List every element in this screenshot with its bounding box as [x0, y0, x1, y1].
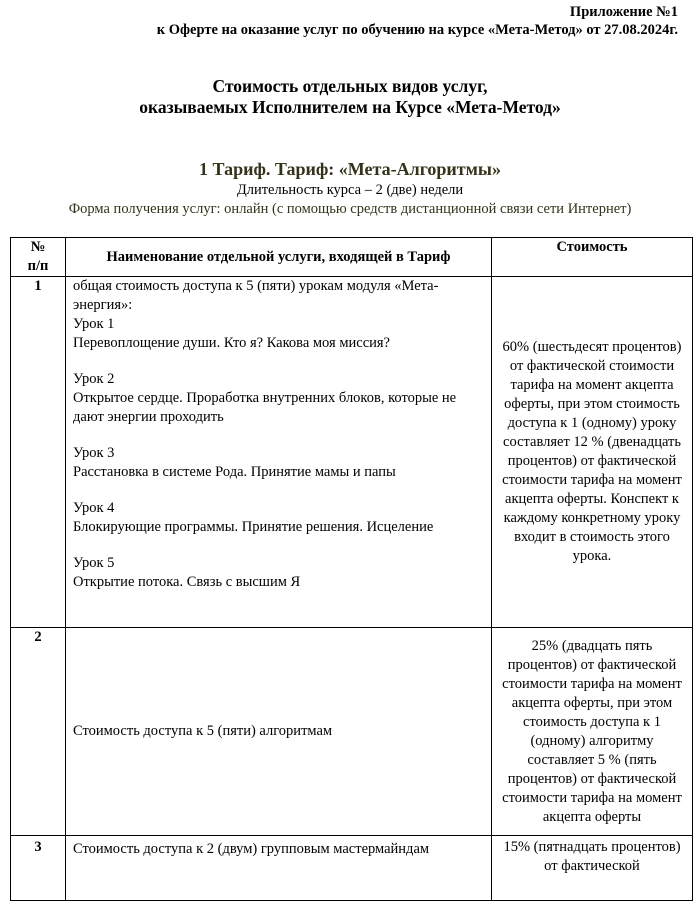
header-number: [11, 238, 66, 277]
lesson-item: [73, 370, 487, 427]
lesson-text: Открытие потока. Связь с высшим Я: [73, 574, 301, 590]
lesson-text: Перевоплощение души. Кто я? Какова моя миссия?: [73, 335, 390, 351]
row-intro: общая стоимость доступа к 5 (пяти) урокам модуля «Мета-энергия»:: [73, 278, 439, 313]
table-header-row: [11, 238, 693, 277]
row-description: Стоимость доступа к 2 (двум) групповым мастермайндам: [66, 836, 492, 901]
tariff-heading: 1 Тариф. Тариф: «Мета-Алгоритмы»: [199, 159, 501, 179]
table-row: [11, 277, 693, 628]
title-line-2: оказываемых Исполнителем на Курсе «Мета-Метод»: [139, 97, 561, 117]
lesson-item: [73, 444, 487, 482]
header-number-abbr: п/п: [27, 258, 49, 274]
title-line-1: Стоимость отдельных видов услуг,: [212, 76, 488, 96]
lesson-title: Урок 1: [73, 316, 115, 332]
lesson-title: Урок 3: [73, 445, 115, 461]
lesson-item: [73, 315, 487, 353]
row-price: 15% (пятнадцать процентов) от фактической: [492, 836, 693, 901]
lesson-text: Блокирующие программы. Принятие решения. Исцеление: [73, 519, 434, 535]
appendix-header: [157, 3, 678, 39]
row-number: 3: [11, 836, 66, 901]
appendix-reference: к Оферте на оказание услуг по обучению на курсе «Мета-Метод» от 27.08.2024г.: [156, 22, 678, 38]
lesson-text: Открытое сердце. Проработка внутренних блоков, которые не дают энергии проходить: [73, 390, 457, 425]
service-form: Форма получения услуг: онлайн (с помощью средств дистанционной связи сети Интернет): [68, 201, 632, 217]
lesson-text: Расстановка в системе Рода. Принятие мамы и папы: [73, 464, 396, 480]
row-description: [66, 277, 492, 628]
header-price: Стоимость: [492, 238, 693, 277]
appendix-number: Приложение №1: [569, 4, 678, 20]
lesson-item: [73, 499, 487, 537]
row-price: 25% (двадцать пять процентов) от фактической стоимости тарифа на момент акцепта оферты, при этом стоимость доступа к 1 (одному) алгоритму составляет 5 % (пять процентов) от фактической стоимости тарифа на момент акцепта оферты: [492, 628, 693, 836]
lesson-title: Урок 2: [73, 371, 115, 387]
header-service-name: Наименование отдельной услуги, входящей в Тариф: [66, 238, 492, 277]
header-number-symbol: №: [30, 239, 46, 255]
course-duration: Длительность курса – 2 (две) недели: [236, 182, 464, 198]
lesson-title: Урок 4: [73, 500, 115, 516]
row-number: 1: [11, 277, 66, 628]
table-row: [11, 628, 693, 836]
services-table: [10, 237, 693, 901]
table-row: [11, 836, 693, 901]
row-description: Стоимость доступа к 5 (пяти) алгоритмам: [66, 628, 492, 836]
row-number: 2: [11, 628, 66, 836]
lesson-title: Урок 5: [73, 555, 115, 571]
document-title: [0, 76, 700, 118]
row-price: 60% (шестьдесят процентов) от фактической стоимости тарифа на момент акцепта оферты, при этом стоимость доступа к 1 (одному) уроку составляет 12 % (двенадцать процентов) от фактической стоимости тарифа на момент акцепта оферты. Конспект к каждому конкретному уроку входит в стоимость этого урока.: [492, 277, 693, 628]
lesson-item: [73, 554, 487, 592]
